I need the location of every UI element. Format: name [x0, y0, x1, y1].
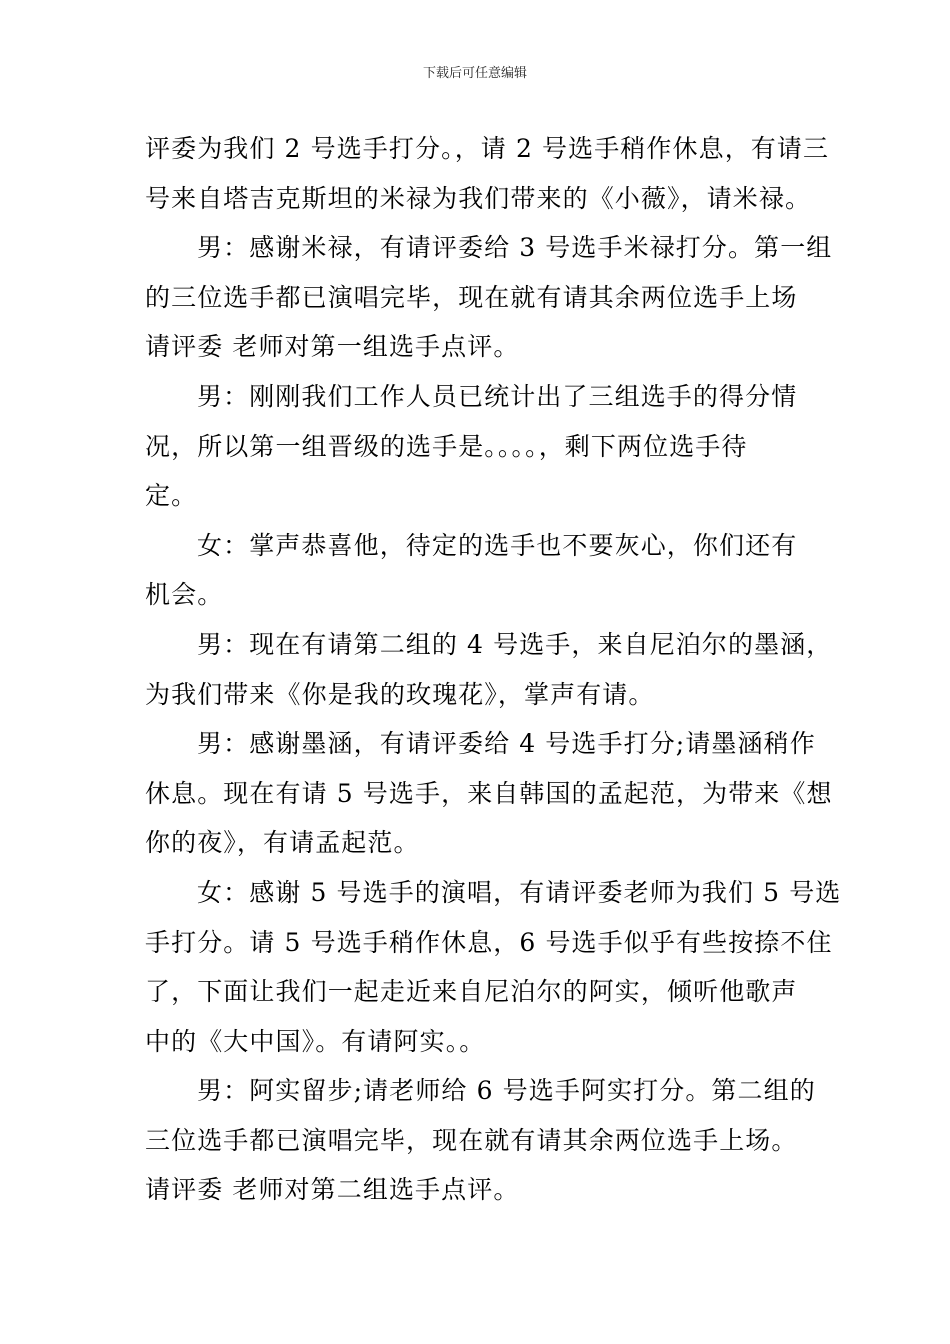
document-body — [145, 124, 842, 1215]
text-line: 男：感谢墨涵，有请评委给 4 号选手打分;请墨涵稍作 — [197, 729, 816, 759]
text-line: 机会。 — [145, 580, 224, 610]
text-line: 休息。现在有请 5 号选手，来自韩国的孟起范，为带来《想 — [145, 778, 833, 808]
paragraph — [145, 372, 811, 521]
text-line: 况，所以第一组晋级的选手是。。。。，剩下两位选手待 — [145, 431, 748, 461]
text-line: 了，下面让我们一起走近来自尼泊尔的阿实，倾听他歌声 — [145, 977, 798, 1007]
text-line: 男：阿实留步;请老师给 6 号选手阿实打分。第二组的 — [197, 1076, 816, 1106]
text-line: 男：现在有请第二组的 4 号选手，来自尼泊尔的墨涵， — [197, 629, 833, 659]
text-line: 男：感谢米禄，有请评委给 3 号选手米禄打分。第一组 — [197, 233, 833, 263]
text-line: 手打分。请 5 号选手稍作休息，6 号选手似乎有些按捺不住 — [145, 927, 833, 957]
text-line: 三位选手都已演唱完毕，现在就有请其余两位选手上场。 — [145, 1125, 798, 1155]
text-line: 男：刚刚我们工作人员已统计出了三组选手的得分情 — [197, 381, 798, 411]
text-line: 号来自塔吉克斯坦的米禄为我们带来的《小薇》，请米禄。 — [145, 183, 812, 213]
text-line: 中的《大中国》。有请阿实。。 — [145, 1026, 486, 1056]
paragraph — [145, 223, 833, 372]
paragraph — [145, 124, 830, 223]
paragraph — [145, 521, 811, 620]
text-line: 定。 — [145, 481, 198, 511]
paragraph — [145, 719, 833, 868]
paragraph — [145, 1066, 816, 1215]
paragraph — [145, 620, 833, 719]
text-line: 为我们带来《你是我的玫瑰花》，掌声有请。 — [145, 679, 655, 709]
text-line: 评委为我们 2 号选手打分。，请 2 号选手稍作休息，有请三 — [145, 134, 830, 163]
page-header: 下载后可任意编辑 — [422, 66, 527, 81]
text-line: 请评委 老师对第一组选手点评。 — [145, 332, 520, 362]
text-line: 女：掌声恭喜他，待定的选手也不要灰心，你们还有 — [197, 530, 798, 560]
text-line: 你的夜》，有请孟起范。 — [145, 828, 420, 858]
text-line: 的三位选手都已演唱完毕，现在就有请其余两位选手上场 — [145, 282, 798, 312]
text-line: 请评委 老师对第二组选手点评。 — [145, 1175, 520, 1205]
paragraph — [145, 868, 842, 1066]
text-line: 女：感谢 5 号选手的演唱，有请评委老师为我们 5 号选 — [197, 877, 842, 907]
